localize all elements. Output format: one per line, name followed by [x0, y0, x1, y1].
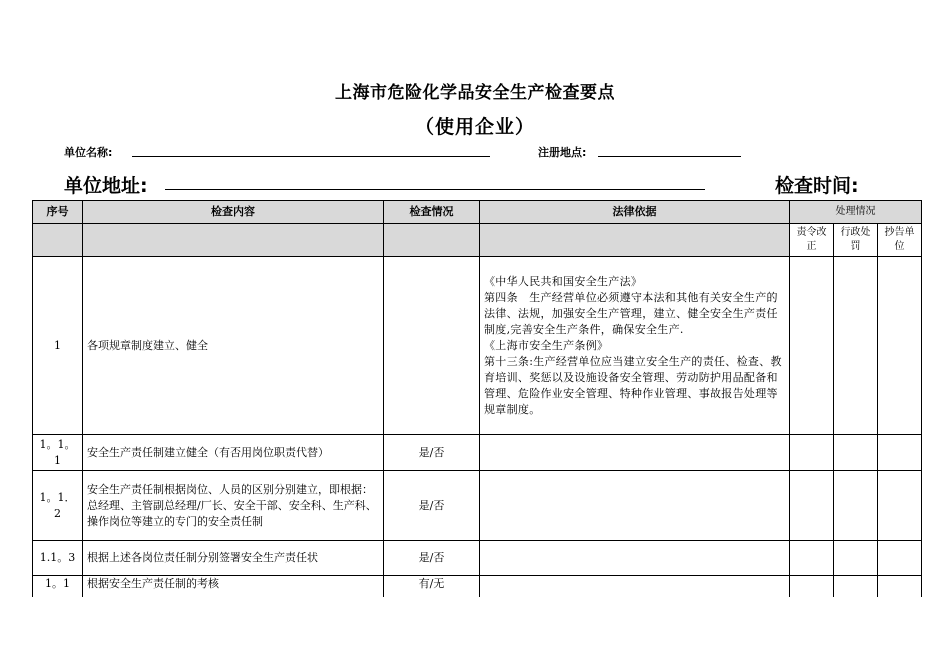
row-rectify[interactable]	[790, 257, 834, 435]
header-row	[33, 201, 922, 224]
subheader-row	[33, 224, 922, 257]
law-title: 《上海市安全生产条例》	[484, 338, 609, 352]
row-no: 1。1	[33, 576, 83, 606]
unit-name-label: 单位名称:	[64, 146, 113, 159]
row-no: 1。1．2	[33, 471, 83, 541]
row-penalty[interactable]	[834, 435, 878, 471]
row-penalty[interactable]	[834, 471, 878, 541]
document-title: 上海市危险化学品安全生产检查要点	[335, 83, 615, 103]
row-status[interactable]: 是/否	[384, 541, 480, 576]
row-status[interactable]	[384, 257, 480, 435]
unit-name-line[interactable]	[132, 156, 490, 157]
row-penalty[interactable]	[834, 541, 878, 576]
subheader-blank	[384, 224, 480, 257]
document-subtitle: （使用企业）	[414, 116, 535, 138]
row-rectify[interactable]	[790, 435, 834, 471]
row-law	[480, 471, 790, 541]
row-status[interactable]: 有/无	[384, 576, 480, 606]
law-title: 《中华人民共和国安全生产法》	[484, 274, 643, 288]
row-notify[interactable]	[878, 435, 922, 471]
inspection-table	[32, 200, 922, 606]
header-status: 检查情况	[384, 201, 480, 224]
row-law	[480, 541, 790, 576]
table-row	[33, 471, 922, 541]
law-article: 第十三条:生产经营单位应当建立安全生产的责任、检查、教育培训、奖惩以及设施设备安全管理、劳动防护用品配备和管理、危险作业安全管理、特种作业管理、事故报告处理等规章制度。	[484, 354, 782, 416]
row-law	[480, 435, 790, 471]
row-content: 根据上述各岗位责任制分别签署安全生产责任状	[83, 541, 384, 576]
unit-address-label: 单位地址:	[64, 175, 148, 197]
row-penalty[interactable]	[834, 257, 878, 435]
row-law	[480, 257, 790, 435]
subheader-penalty: 行政处罚	[834, 224, 878, 257]
subheader-notify: 抄告单位	[878, 224, 922, 257]
law-article: 第四条 生产经营单位必须遵守本法和其他有关安全生产的法律、法规，加强安全生产管理，建立、健全安全生产责任制度,完善安全生产条件，确保安全生产.	[484, 290, 778, 336]
row-notify[interactable]	[878, 471, 922, 541]
table-row	[33, 435, 922, 471]
row-content: 安全生产责任制根据岗位、人员的区别分别建立，即根据：总经理、主管副总经理/厂长、安全干部、安全科、生产科、操作岗位等建立的专门的安全责任制	[83, 471, 384, 541]
row-status[interactable]: 是/否	[384, 471, 480, 541]
table-row	[33, 541, 922, 576]
subheader-blank	[83, 224, 384, 257]
subheader-rectify: 责令改正	[790, 224, 834, 257]
header-handling: 处理情况	[790, 201, 922, 224]
row-notify[interactable]	[878, 257, 922, 435]
unit-address-line[interactable]	[165, 189, 705, 190]
row-no: 1.1。3	[33, 541, 83, 576]
row-no: 1。1。1	[33, 435, 83, 471]
header-content: 检查内容	[83, 201, 384, 224]
row-content: 各项规章制度建立、健全	[83, 257, 384, 435]
table-row	[33, 257, 922, 435]
row-content: 根据安全生产责任制的考核	[83, 576, 384, 606]
registered-place-label: 注册地点:	[538, 146, 587, 159]
row-status[interactable]: 是/否	[384, 435, 480, 471]
page-crop-edge	[0, 597, 950, 672]
registered-place-line[interactable]	[598, 156, 741, 157]
row-notify[interactable]	[878, 541, 922, 576]
row-content: 安全生产责任制建立健全（有否用岗位职责代替）	[83, 435, 384, 471]
check-time-label: 检查时间:	[775, 175, 859, 197]
row-no: 1	[33, 257, 83, 435]
subheader-blank	[33, 224, 83, 257]
header-law: 法律依据	[480, 201, 790, 224]
row-rectify[interactable]	[790, 541, 834, 576]
header-no: 序号	[33, 201, 83, 224]
row-rectify[interactable]	[790, 471, 834, 541]
subheader-blank	[480, 224, 790, 257]
